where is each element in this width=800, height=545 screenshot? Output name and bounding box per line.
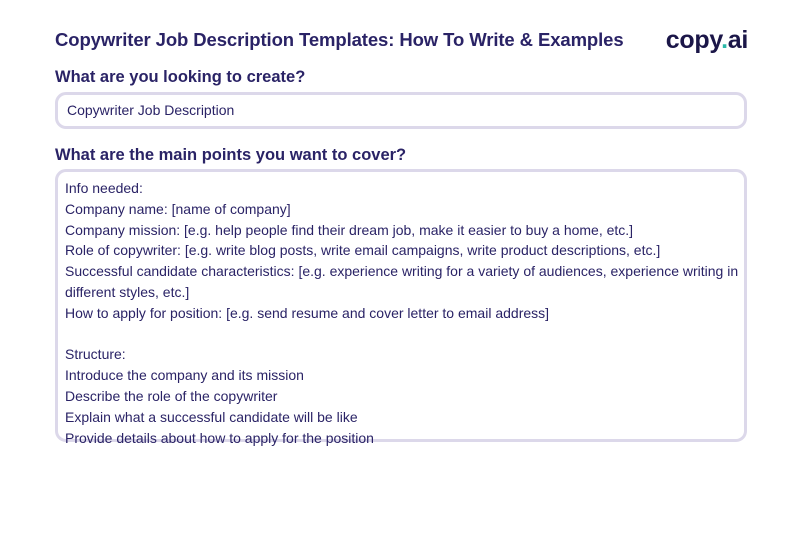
points-field-label: What are the main points you want to cover? [55,146,407,164]
textarea-line: How to apply for position: [e.g. send resume and cover letter to email address] [65,304,550,321]
textarea-line: different styles, etc.] [65,283,190,300]
textarea-line: Provide details about how to apply for the position [65,429,374,446]
page-title: Copywriter Job Description Templates: How To Write & Examples [55,29,624,50]
textarea-line: Company name: [name of company] [65,200,291,217]
textarea-blank-line [65,324,744,345]
textarea-line: Successful candidate characteristics: [e.g. experience writing for a variety of audiences, experience writing in [65,263,739,280]
logo-text-copy: copy [665,26,722,54]
textarea-line: Company mission: [e.g. help people find their dream job, make it easier to buy a home, etc.] [65,221,634,238]
textarea-line: Explain what a successful candidate will be like [65,408,358,425]
create-input[interactable]: Copywriter Job Description [55,92,747,129]
logo-text-ai: ai [727,26,748,54]
points-textarea[interactable] [55,169,747,446]
header [55,27,748,57]
create-field-label: What are you looking to create? [55,68,306,86]
textarea-line: Introduce the company and its mission [65,367,304,384]
textarea-line: Structure: [65,346,126,363]
copy-ai-logo [666,26,748,55]
textarea-line: Describe the role of the copywriter [65,387,278,404]
textarea-line: Role of copywriter: [e.g. write blog posts, write email campaigns, write product descriptions, etc.] [65,242,661,259]
logo-dot: . [721,26,728,54]
textarea-line: Info needed: [65,180,143,196]
